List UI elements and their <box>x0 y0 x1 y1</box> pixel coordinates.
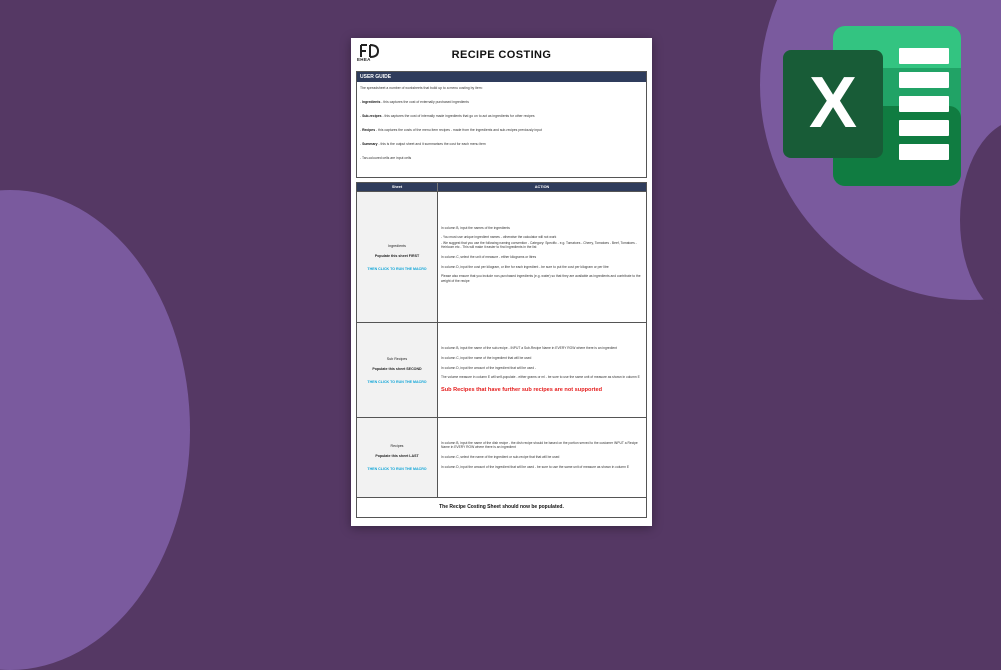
populate-instruction: Populate this sheet LAST <box>375 454 419 458</box>
action-text: - We suggest that you use the following naming convention - Category: Specific - e.g. Tomatoes - Cherry, Tomatoes - Beef, Tomatoes - Heirloom etc - This will make it easier to find ingredients in the list <box>441 240 637 250</box>
guide-note: - Tan-coloured cells are input cells <box>360 156 412 160</box>
background-shape-left <box>0 190 190 670</box>
document-page <box>351 38 652 526</box>
guide-item: - Ingredients - this captures the cost of externally purchased ingredients <box>360 100 469 104</box>
run-macro-link[interactable]: THEN CLICK TO RUN THE MACRO <box>367 467 427 471</box>
action-text: In column D, input the amount of the ingredient that will be used - <box>441 365 537 370</box>
user-guide-heading: USER GUIDE <box>357 72 646 82</box>
populate-instruction: Populate this sheet FIRST <box>374 253 420 258</box>
footer-note: The Recipe Costing Sheet should now be populated. <box>356 497 647 518</box>
action-text: - You must use unique ingredient names - otherwise the calculator will not work <box>441 235 557 240</box>
header-action: ACTION <box>534 185 550 189</box>
action-text: The volume measure in column E will self-populate - either grams or ml - be sure to use the same unit of measure as shown in column E <box>441 375 640 380</box>
guide-item: - Sub-recipes - this captures the cost of internally made ingredients that go on to act as ingredients for other recipes <box>360 114 535 118</box>
action-text: In column C, select the name of the ingredient or sub-recipe that that will be used <box>441 455 560 459</box>
guide-item: - Summary - this is the output sheet and it summarises the cost for each menu item <box>360 142 486 146</box>
warning-text: Sub Recipes that have further sub recipes are not supported <box>441 386 603 393</box>
page-title: RECIPE COSTING <box>451 49 552 61</box>
table-row <box>357 417 646 497</box>
sheet-name: Recipes <box>390 444 404 448</box>
user-guide-intro: The spreadsheet a number of worksheets that build up to a menu costing by item: <box>360 86 483 90</box>
action-text: In column B, input the names of the ingredients <box>441 225 510 230</box>
logo-text: EHEA <box>357 57 371 62</box>
action-text: In column B, input the name of the sub-recipe - INPUT a Sub-Recipe Name in EVERY ROW where there is an ingredient <box>441 346 617 351</box>
run-macro-link[interactable]: THEN CLICK TO RUN THE MACRO <box>367 379 427 384</box>
header-sheet: Sheet <box>357 183 438 191</box>
action-text: In column D, input the cost per kilogram, or litre for each ingredient - be sure to put the cost per kilogram or per litre <box>441 264 609 269</box>
table-row <box>357 191 646 322</box>
action-text: In column B, input the name of the dish recipe - the dish recipe should be based on the portion served to the customer INPUT a Recipe Name in EVERY ROW where there is an ingredient <box>441 440 638 450</box>
instructions-table <box>356 182 647 498</box>
run-macro-link[interactable]: THEN CLICK TO RUN THE MACRO <box>367 266 427 271</box>
sheet-name: Ingredients <box>388 243 406 248</box>
guide-item: - Recipes - this captures the costs of the menu item recipes - made from the ingredients and sub-recipes previously input <box>360 128 542 132</box>
action-text: Please also ensure that you include non-purchased ingredients (e.g. water) so that they are available as ingredients and contribute to the weight of the recipe <box>441 274 641 283</box>
excel-letter: X <box>808 63 858 143</box>
action-text: In column D, input the amount of the ingredient that will be used - be sure to use the same unit of measure as shown in column E <box>441 464 630 469</box>
action-text: In column C, select the unit of measure - either kilograms or litres <box>441 255 537 259</box>
populate-instruction: Populate this sheet SECOND <box>372 366 422 371</box>
table-header <box>357 183 646 191</box>
table-row <box>357 322 646 417</box>
action-text: In column C, input the name of the ingredient that will be used <box>441 355 532 360</box>
excel-icon <box>783 26 961 186</box>
sheet-name: Sub Recipes <box>386 356 408 361</box>
user-guide-box <box>356 71 647 178</box>
